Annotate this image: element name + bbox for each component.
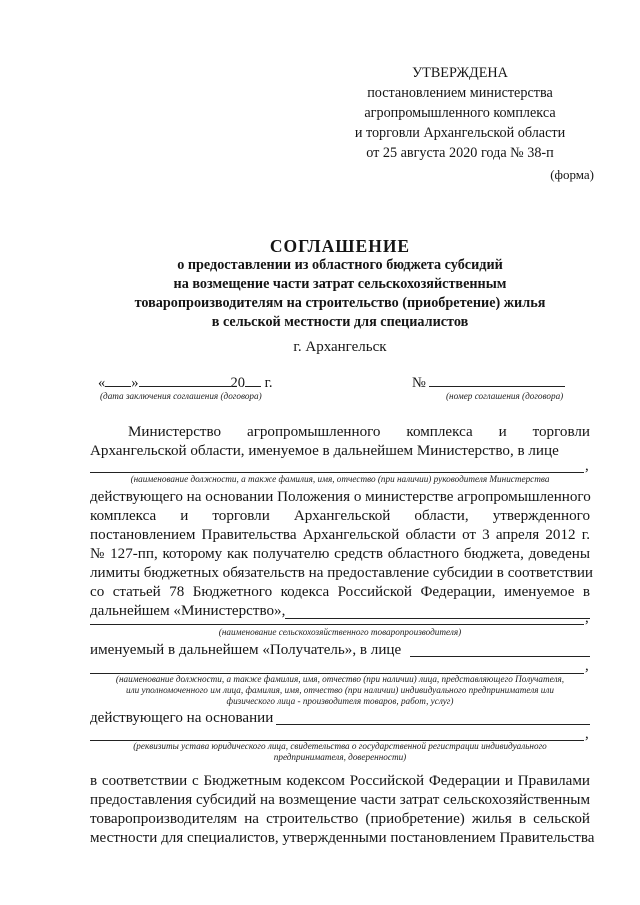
head-of-ministry-blank[interactable] <box>90 472 584 473</box>
paragraph-5-line: в соответствии с Бюджетным кодексом Российской Федерации и Правилами <box>90 773 590 789</box>
subtitle-line: о предоставлении из областного бюджета субсидий <box>177 257 503 273</box>
paragraph-2-line: действующего на основании Положения о министерстве агропромышленного <box>90 489 591 505</box>
producer-name-blank-2[interactable] <box>90 624 584 625</box>
paragraph-5-line: товаропроизводителям на строительство (приобретение) жилья в сельской <box>90 811 590 827</box>
year-prefix: 20 <box>230 375 245 391</box>
paragraph-2-line: лимиты бюджетных обязательств на предоставление субсидии в соответствии <box>90 565 593 581</box>
paragraph-5-line: местности для специалистов, утвержденными постановлением Правительства <box>90 830 595 846</box>
year-blank[interactable] <box>245 372 261 387</box>
comma: , <box>585 658 589 674</box>
paragraph-2-last-line: дальнейшем «Министерство», <box>90 603 286 619</box>
producer-name-caption: (наименование сельскохозяйственного товаропроизводителя) <box>218 627 462 637</box>
head-of-ministry-caption: (наименование должности, а также фамилия, имя, отчество (при наличии) руководителя Министерства <box>130 474 550 484</box>
approval-line: от 25 августа 2020 года № 38-п <box>366 145 554 161</box>
comma: , <box>585 610 589 626</box>
number-caption: (номер соглашения (договора) <box>446 391 564 401</box>
approval-line: и торговли Архангельской области <box>354 125 566 141</box>
basis-caption: (реквизиты устава юридического лица, свидетельства о государственной регистрации индивидуального предпринимателя, доверенности) <box>133 741 547 762</box>
paragraph-1-line-1: Министерство агропромышленного комплекса и торговли <box>128 424 590 440</box>
paragraph-2-line: постановлением Правительства Архангельской области от 3 апреля 2012 г. <box>90 527 590 543</box>
number-field[interactable] <box>412 372 565 392</box>
paragraph-3-line: именуемый в дальнейшем «Получатель», в лице <box>90 642 402 658</box>
approval-line: постановлением министерства <box>367 85 553 101</box>
paragraph-5-line: предоставления субсидий на возмещение части затрат сельскохозяйственным <box>90 792 590 808</box>
date-caption: (дата заключения соглашения (договора) <box>100 391 262 401</box>
paragraph-2-line: со статьей 78 Бюджетного кодекса Российской Федерации, именуемое в <box>90 584 590 600</box>
day-blank[interactable] <box>105 372 131 387</box>
basis-blank-1[interactable] <box>276 724 590 725</box>
approval-line: агропромышленного комплекса <box>364 105 556 121</box>
year-suffix: г. <box>264 375 273 391</box>
city-name: г. Архангельск <box>293 339 387 355</box>
date-field[interactable] <box>98 372 273 392</box>
form-label: (форма) <box>550 167 594 182</box>
number-sign: № <box>412 375 426 391</box>
number-blank[interactable] <box>429 372 565 387</box>
paragraph-2-line: № 127-пп, которому как получателю средств областного бюджета, доведены <box>90 546 590 562</box>
producer-name-blank-1[interactable] <box>285 618 590 619</box>
paragraph-1-line-2: Архангельской области, именуемое в дальнейшем Министерство, в лице <box>90 443 559 459</box>
subtitle-line: товаропроизводителям на строительство (приобретение) жилья <box>134 295 546 311</box>
approval-block <box>330 63 590 163</box>
subtitle-line: в сельской местности для специалистов <box>211 314 469 330</box>
paragraph-2-line: комплекса и торговли Архангельской области, утвержденного <box>90 508 590 524</box>
recipient-rep-caption: (наименование должности, а также фамилия, имя, отчество (при наличии) лица, представляющего Получателя, или уполномоченного им лица, фамилия, имя, отчество (при наличии) индивидуального предпринимателя или физического лица - производителя товаров, работ, услуг) <box>115 674 565 706</box>
document-subtitle <box>90 256 590 332</box>
month-blank[interactable] <box>139 372 231 387</box>
recipient-rep-blank-1[interactable] <box>410 656 590 657</box>
open-quote: « <box>98 375 106 391</box>
paragraph-4-line: действующего на основании <box>90 710 274 726</box>
comma: , <box>585 458 589 474</box>
approval-heading: УТВЕРЖДЕНА <box>412 65 508 81</box>
close-quote: » <box>131 375 139 391</box>
comma: , <box>585 726 589 742</box>
document-title: СОГЛАШЕНИЕ <box>269 236 411 256</box>
subtitle-line: на возмещение части затрат сельскохозяйственным <box>173 276 507 292</box>
